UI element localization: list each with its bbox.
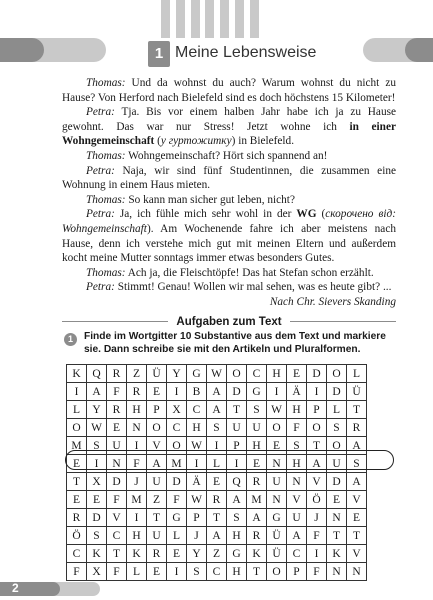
task-number-badge: 1 (64, 333, 77, 346)
grid-cell: Z (207, 545, 227, 563)
grid-cell: R (107, 365, 127, 383)
grid-cell: M (127, 491, 147, 509)
grid-cell: F (107, 563, 127, 581)
grid-cell: P (287, 563, 307, 581)
grid-cell: U (327, 455, 347, 473)
grid-cell: N (327, 509, 347, 527)
grid-cell: J (187, 527, 207, 545)
grid-cell: A (207, 383, 227, 401)
grid-cell: N (327, 563, 347, 581)
page-number: 2 (12, 581, 19, 595)
grid-cell: S (287, 437, 307, 455)
grid-row (67, 401, 367, 419)
grid-cell: H (227, 527, 247, 545)
grid-cell: V (347, 491, 367, 509)
grid-cell: P (147, 401, 167, 419)
dialogue-line: Thomas: So kann man sicher gut leben, nicht? (86, 193, 295, 206)
grid-cell: I (127, 509, 147, 527)
grid-cell: U (147, 473, 167, 491)
grid-cell: F (167, 491, 187, 509)
grid-cell: E (347, 509, 367, 527)
grid-cell: V (347, 545, 367, 563)
grid-cell: R (147, 545, 167, 563)
grid-cell: T (307, 437, 327, 455)
grid-cell: G (267, 509, 287, 527)
grid-cell: D (227, 383, 247, 401)
grid-cell: Ü (267, 527, 287, 545)
grid-cell: T (247, 563, 267, 581)
grid-cell: A (307, 455, 327, 473)
grid-cell: C (247, 365, 267, 383)
grid-cell: M (67, 437, 87, 455)
grid-cell: L (167, 527, 187, 545)
grid-cell: M (167, 455, 187, 473)
grid-cell: S (207, 419, 227, 437)
grid-cell: L (67, 401, 87, 419)
grid-cell: O (267, 419, 287, 437)
grid-cell: F (307, 527, 327, 545)
grid-cell: R (127, 383, 147, 401)
grid-cell: O (147, 419, 167, 437)
grid-cell: X (167, 401, 187, 419)
grid-cell: V (147, 437, 167, 455)
grid-cell: L (347, 365, 367, 383)
grid-cell: G (187, 365, 207, 383)
grid-row (67, 509, 367, 527)
grid-cell: Ö (67, 527, 87, 545)
header-stripes (161, 0, 259, 38)
grid-cell: U (247, 419, 267, 437)
lesson-number: 1 (148, 41, 170, 67)
grid-cell: H (227, 563, 247, 581)
grid-cell: H (287, 455, 307, 473)
grid-cell: C (207, 563, 227, 581)
grid-cell: R (107, 401, 127, 419)
grid-row (67, 473, 367, 491)
grid-cell: R (207, 491, 227, 509)
grid-cell: Z (147, 491, 167, 509)
grid-cell: L (327, 401, 347, 419)
grid-row (67, 527, 367, 545)
grid-cell: S (87, 527, 107, 545)
grid-cell: E (287, 365, 307, 383)
grid-cell: R (347, 419, 367, 437)
grid-cell: Ü (267, 545, 287, 563)
grid-cell: C (67, 545, 87, 563)
grid-cell: F (307, 563, 327, 581)
grid-cell: D (87, 509, 107, 527)
grid-cell: I (187, 455, 207, 473)
grid-cell: D (107, 473, 127, 491)
grid-cell: U (287, 509, 307, 527)
grid-cell: I (167, 563, 187, 581)
grid-cell: W (87, 419, 107, 437)
grid-cell: N (287, 473, 307, 491)
grid-cell: D (327, 473, 347, 491)
grid-cell: Ä (187, 473, 207, 491)
grid-cell: V (287, 491, 307, 509)
speaker-name: Petra: (86, 208, 115, 221)
grid-cell: L (127, 563, 147, 581)
grid-cell: V (307, 473, 327, 491)
grid-cell: D (327, 383, 347, 401)
grid-cell: V (107, 509, 127, 527)
speaker-name: Thomas: (86, 77, 126, 89)
grid-cell: N (267, 491, 287, 509)
grid-cell: W (187, 437, 207, 455)
grid-cell: I (307, 545, 327, 563)
grid-cell: N (347, 563, 367, 581)
grid-cell: T (347, 401, 367, 419)
grid-cell: E (247, 455, 267, 473)
grid-cell: T (227, 401, 247, 419)
grid-cell: D (167, 473, 187, 491)
grid-cell: K (247, 545, 267, 563)
grid-cell: Ä (287, 383, 307, 401)
grid-cell: R (247, 473, 267, 491)
grid-cell: S (87, 437, 107, 455)
grid-cell: K (87, 545, 107, 563)
grid-cell: K (127, 545, 147, 563)
grid-cell: C (167, 419, 187, 437)
grid-cell: O (227, 365, 247, 383)
grid-cell: Ö (307, 491, 327, 509)
grid-cell: O (267, 563, 287, 581)
grid-row (67, 383, 367, 401)
grid-cell: B (187, 383, 207, 401)
grid-cell: X (87, 563, 107, 581)
grid-cell: T (107, 545, 127, 563)
grid-cell: F (67, 563, 87, 581)
grid-cell: L (207, 455, 227, 473)
section-heading (62, 312, 396, 330)
grid-cell: A (207, 527, 227, 545)
grid-cell: P (307, 401, 327, 419)
grid-cell: H (127, 401, 147, 419)
header-right-pill-dark (405, 38, 433, 62)
header-left-pill-dark (0, 38, 44, 62)
grid-cell: H (187, 419, 207, 437)
grid-cell: I (227, 455, 247, 473)
lesson-title: Meine Lebensweise (175, 44, 317, 61)
grid-cell: N (127, 419, 147, 437)
dialogue-line: Petra: Naja, wir sind fünf Studentinnen, die zusammen eine Wohnung in einem Haus mieten. (62, 164, 396, 192)
dialogue-line: Petra: Stimmt! Genau! Wollen wir mal sehen, was es heute gibt? ... (86, 281, 392, 294)
speaker-name: Petra: (86, 164, 115, 177)
grid-cell: T (347, 527, 367, 545)
grid-cell: J (307, 509, 327, 527)
grid-cell: J (127, 473, 147, 491)
dialogue-line: Thomas: Und da wohnst du auch? Warum wohnst du nicht zu Hause? Von Herford nach Bielefeld sind es doch höchstens 15 Kilometer! (62, 77, 396, 104)
grid-cell: G (227, 545, 247, 563)
grid-cell: Z (127, 365, 147, 383)
grid-cell: N (267, 455, 287, 473)
grid-cell: S (187, 563, 207, 581)
speaker-name: Thomas: (86, 149, 126, 162)
grid-cell: E (147, 563, 167, 581)
footer-bar-dark (0, 582, 60, 596)
dialogue-line: Thomas: Ach ja, die Fleischtöpfe! Das hat Stefan schon erzählt. (86, 266, 374, 279)
grid-cell: H (127, 527, 147, 545)
grid-cell: N (107, 455, 127, 473)
grid-cell: O (167, 437, 187, 455)
dialogue-line: Petra: Ja, ich fühle mich sehr wohl in der WG (скорочено від: Wohngemeinschaft). Am Wochenende fahre ich aber meistens nach Hause, denn ich verstehe mich gut mit meinen Eltern und außerdem kocht meine Mutter sonntags immer etwas besonders Gutes. (62, 208, 396, 265)
grid-cell: A (207, 401, 227, 419)
grid-cell: A (347, 473, 367, 491)
grid-cell: O (67, 419, 87, 437)
grid-cell: A (247, 509, 267, 527)
grid-cell: S (227, 509, 247, 527)
grid-cell: I (67, 383, 87, 401)
grid-cell: S (347, 455, 367, 473)
grid-cell: R (247, 527, 267, 545)
grid-cell: C (187, 401, 207, 419)
grid-cell: P (187, 509, 207, 527)
grid-cell: K (67, 365, 87, 383)
grid-row (67, 365, 367, 383)
grid-row (67, 491, 367, 509)
grid-cell: E (67, 455, 87, 473)
word-search-grid (66, 364, 367, 581)
grid-row (67, 419, 367, 437)
speaker-name: Thomas: (86, 193, 126, 206)
dialogue-line: Thomas: Wohngemeinschaft? Hört sich spannend an! (86, 149, 328, 162)
grid-cell: I (167, 383, 187, 401)
grid-cell: G (167, 509, 187, 527)
grid-cell: Y (87, 401, 107, 419)
grid-cell: F (127, 455, 147, 473)
grid-cell: A (227, 491, 247, 509)
task-instruction: Finde im Wortgitter 10 Substantive aus dem Text und markiere sie. Dann schreibe sie mit den Artikeln und Pluralformen. (84, 331, 386, 355)
grid-cell: G (247, 383, 267, 401)
grid-cell: S (327, 419, 347, 437)
grid-cell: Ü (147, 365, 167, 383)
grid-cell: U (267, 473, 287, 491)
grid-cell: A (347, 437, 367, 455)
grid-cell: F (107, 383, 127, 401)
source-attribution: Nach Chr. Sievers Skanding (269, 295, 396, 308)
grid-cell: Ü (347, 383, 367, 401)
grid-cell: C (287, 545, 307, 563)
section-title-text: Aufgaben zum Text (168, 316, 289, 328)
grid-cell: A (287, 527, 307, 545)
grid-cell: E (67, 491, 87, 509)
grid-cell: E (167, 545, 187, 563)
grid-row (67, 545, 367, 563)
grid-cell: P (227, 437, 247, 455)
grid-cell: E (147, 383, 167, 401)
highlighted-word-outline (65, 450, 394, 470)
grid-cell: E (267, 437, 287, 455)
grid-cell: U (147, 527, 167, 545)
grid-cell: H (287, 401, 307, 419)
grid-cell: T (327, 527, 347, 545)
grid-cell: Y (167, 365, 187, 383)
grid-cell: I (307, 383, 327, 401)
grid-cell: D (307, 365, 327, 383)
speaker-name: Thomas: (86, 266, 126, 279)
grid-cell: A (147, 455, 167, 473)
grid-cell: W (267, 401, 287, 419)
grid-cell: E (107, 419, 127, 437)
grid-cell: H (247, 437, 267, 455)
grid-cell: A (87, 383, 107, 401)
grid-cell: X (87, 473, 107, 491)
grid-cell: I (87, 455, 107, 473)
grid-cell: W (207, 365, 227, 383)
grid-cell: U (107, 437, 127, 455)
grid-cell: T (67, 473, 87, 491)
grid-cell: O (327, 365, 347, 383)
grid-cell: W (187, 491, 207, 509)
grid-cell: Q (87, 365, 107, 383)
grid-cell: I (267, 383, 287, 401)
grid-row (67, 563, 367, 581)
grid-cell: E (87, 491, 107, 509)
dialogue-line: Petra: Tja. Bis vor einem halben Jahr habe ich ja zu Hause gewohnt. Das war nur Stress! Jetzt wohne ich in einer Wohngemeinschaft (у гуртожитку) in Bielefeld. (62, 106, 396, 148)
grid-cell: E (327, 491, 347, 509)
grid-cell: C (107, 527, 127, 545)
grid-cell: M (247, 491, 267, 509)
grid-cell: E (207, 473, 227, 491)
dialogue-text (62, 76, 396, 310)
grid-cell: O (307, 419, 327, 437)
speaker-name: Petra: (86, 106, 115, 119)
grid-cell: I (127, 437, 147, 455)
grid-cell: O (327, 437, 347, 455)
grid-cell: H (267, 365, 287, 383)
grid-cell: S (247, 401, 267, 419)
grid-cell: I (207, 437, 227, 455)
grid-cell: U (227, 419, 247, 437)
grid-cell: Q (227, 473, 247, 491)
grid-cell: F (107, 491, 127, 509)
grid-cell: R (67, 509, 87, 527)
grid-cell: F (287, 419, 307, 437)
grid-cell: Y (187, 545, 207, 563)
speaker-name: Petra: (86, 281, 115, 294)
grid-cell: T (207, 509, 227, 527)
grid-cell: T (147, 509, 167, 527)
grid-cell: K (327, 545, 347, 563)
